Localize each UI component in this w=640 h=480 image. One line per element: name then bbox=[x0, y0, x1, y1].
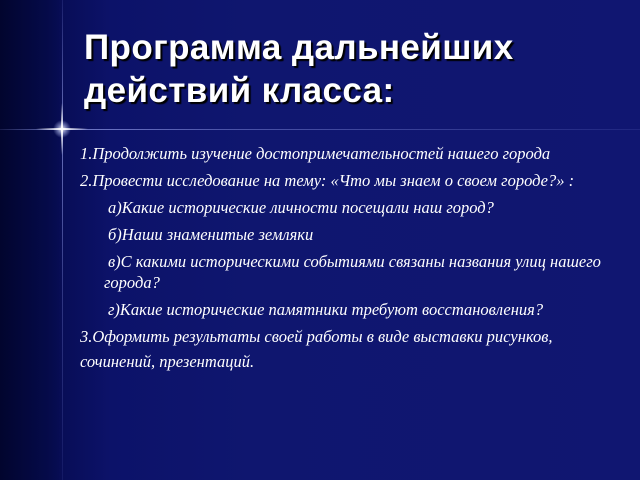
slide-title: Программа дальнейших действий класса: bbox=[84, 28, 514, 110]
list-item-1: 1.Продолжить изучение достопримечательностей нашего города bbox=[80, 144, 551, 163]
list-item-3: 3.Оформить результаты своей работы в виде выставки рисунков, bbox=[80, 327, 553, 346]
list-subitem-a: а)Какие исторические личности посещали наш город? bbox=[108, 198, 494, 217]
sparkle-ray-vertical bbox=[61, 103, 63, 155]
list-subitem-g: г)Какие исторические памятники требуют восстановления? bbox=[108, 300, 544, 319]
left-dark-band bbox=[0, 0, 62, 480]
list-item-3-continuation: сочинений, презентаций. bbox=[80, 352, 255, 371]
list-subitem-b: б)Наши знаменитые земляки bbox=[108, 225, 314, 244]
list-subitem-v: в)С какими историческими событиями связаны названия улиц нашего города? bbox=[104, 252, 601, 292]
vertical-accent-line bbox=[62, 0, 63, 480]
slide-body bbox=[80, 143, 615, 378]
list-item-2: 2.Провести исследование на тему: «Что мы знаем о своем городе?» : bbox=[80, 171, 575, 190]
horizontal-accent-line bbox=[0, 129, 640, 130]
